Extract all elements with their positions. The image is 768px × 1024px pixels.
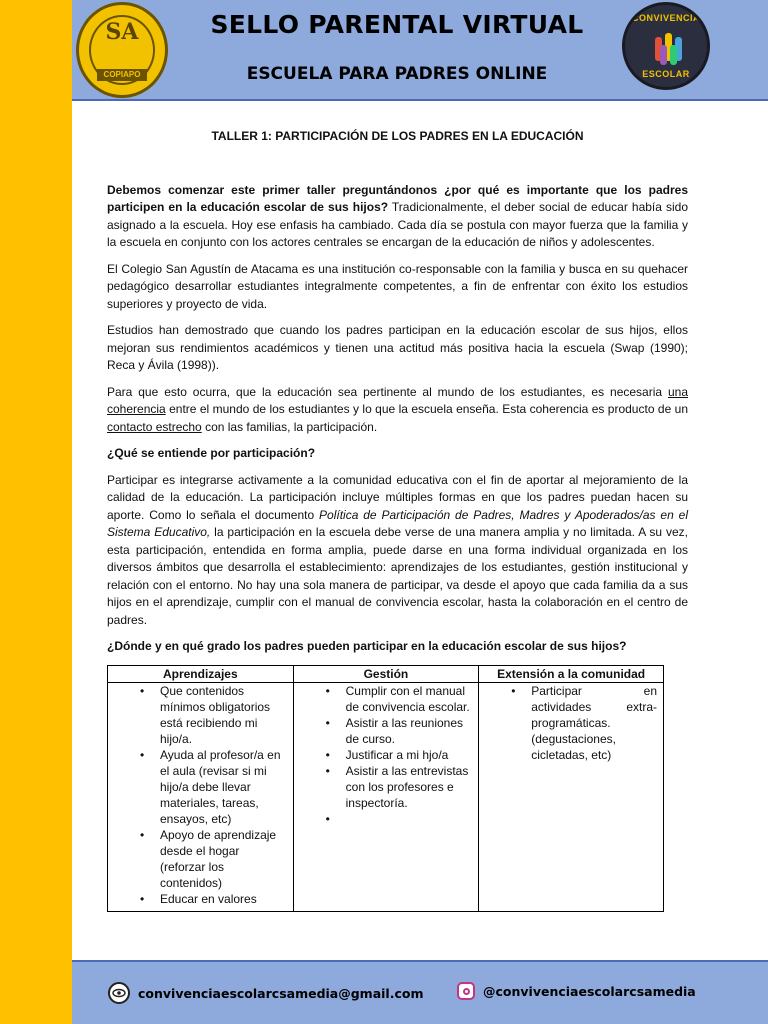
paragraph-participar	[107, 472, 688, 630]
bullet: •	[325, 715, 330, 730]
page-subtitle: ESCUELA PARA PADRES ONLINE	[246, 64, 548, 84]
list-item-text: Cumplir con el manual de convivencia escolar.	[345, 683, 470, 714]
document-body	[107, 128, 688, 912]
school-logo-tag: COPIAPO	[97, 69, 147, 81]
school-logo	[76, 2, 168, 98]
convivencia-logo	[622, 2, 710, 90]
footer-email-text[interactable]: convivenciaescolarcsamedia@gmail.com	[138, 985, 424, 1001]
convivencia-logo-bottom-text: ESCOLAR	[642, 69, 690, 79]
workshop-title: TALLER 1: PARTICIPACIÓN DE LOS PADRES EN LA EDUCACIÓN	[211, 129, 584, 143]
list-item	[300, 811, 473, 827]
list-item	[114, 891, 287, 907]
bullet: •	[140, 827, 145, 842]
coherencia-underline-1: una coherencia	[107, 384, 688, 416]
header-gestion: Gestión	[293, 665, 479, 682]
table-header-row	[108, 665, 664, 682]
participation-table	[107, 665, 664, 912]
list-item-text: Apoyo de aprendizaje desde el hogar (reforzar los contenidos)	[160, 827, 277, 890]
bullet: •	[140, 747, 145, 762]
list-item-text: Asistir a las entrevistas con los profesores e inspectoría.	[345, 763, 469, 810]
footer-instagram[interactable]	[457, 982, 696, 1000]
eye-circle-icon	[108, 982, 130, 1004]
side-accent-bar	[0, 0, 72, 1024]
list-item-text: Justificar a mi hjo/a	[345, 747, 449, 762]
footer-instagram-text[interactable]: @convivenciaescolarcsamedia	[483, 983, 696, 999]
page-title: SELLO PARENTAL VIRTUAL	[210, 10, 584, 39]
list-item	[114, 747, 287, 827]
list-item-text: Educar en valores	[160, 891, 257, 906]
list-item	[485, 683, 657, 763]
bullet: •	[325, 683, 330, 698]
list-item-text: Que contenidos mínimos obligatorios está recibiendo mi hijo/a.	[160, 683, 271, 746]
coherencia-text-b: entre el mundo de los estudiantes y lo que la escuela enseña. Esta coherencia es producto de un	[165, 402, 688, 416]
list-aprendizajes	[114, 683, 287, 907]
list-item-text: Participar en actividades extra-programáticas. (degustaciones, cicletadas, etc)	[531, 683, 657, 762]
table-row	[108, 682, 664, 911]
bullet: •	[511, 683, 516, 698]
list-item	[300, 683, 473, 715]
paragraph-estudios: Estudios han demostrado que cuando los padres participan en la educación escolar de sus hijos, ellos mejoran sus rendimientos académicos y tienen una actitud más positiva hacia la escuela (Swap (1990); Reca y Ávila (1998)).	[107, 323, 688, 372]
list-item	[114, 827, 287, 891]
question-participacion: ¿Qué se entiende por participación?	[107, 446, 316, 460]
coherencia-text-a: Para que esto ocurra, que la educación sea pertinente al mundo de los estudiantes, es necesaria	[107, 384, 668, 399]
list-item	[114, 683, 287, 747]
participar-text-a: Participar es integrarse activamente a la comunidad educativa con el fin de aportar al mejoramiento de la calidad de la educación. La participación incluye múltiples formas en que los padres puedan hacen su aporte. Como lo señala el documento	[107, 472, 688, 522]
list-item	[300, 763, 473, 811]
bullet: •	[325, 811, 330, 826]
convivencia-logo-top-text: CONVIVENCIA	[631, 13, 700, 23]
paragraph-coherencia	[107, 384, 688, 437]
list-item	[300, 747, 473, 763]
participar-text-b: la participación en la escuela debe verse de una manera amplia y no limitada. A su vez, esta participación, entendida en forma amplia, puede darse en una forma individual organizada en los diversos ámbitos que desarrolla el establecimiento: aprendizajes de los estudiantes, gestión institucional y relación con el entorno. No hay una sola manera de participar, va desde el apoyo que cada familia da a sus hijos en el aprendizaje, cumplir con el manual de convivencia escolar, hasta la colaboración en el centro de padres.	[107, 525, 689, 627]
coherencia-text-c: con las familias, la participación.	[201, 419, 378, 434]
footer-banner	[72, 960, 768, 1024]
bullet: •	[140, 683, 145, 698]
list-item-text: Asistir a las reuniones de curso.	[345, 715, 464, 746]
cell-extension	[479, 682, 664, 911]
cell-gestion	[293, 682, 479, 911]
school-logo-monogram: SA	[105, 19, 139, 45]
intro-rest: Tradicionalmente, el deber social de educar había sido asignado a la escuela. Hoy ese enfasis ha cambiado. Cada día se postula con mayor fuerza que la familia y la escuela en conjunto con los actores centrales se encargan de la educación de niños y adolescentes.	[107, 200, 688, 249]
list-item	[300, 715, 473, 747]
question-donde: ¿Dónde y en qué grado los padres pueden participar en la educación escolar de sus hijos?	[107, 639, 627, 653]
intro-lead: Debemos comenzar este primer taller preguntándonos ¿por qué es importante que los padres participen en la educación escolar de sus hijos?	[107, 182, 688, 214]
hands-icon	[651, 29, 687, 69]
list-gestion	[300, 683, 473, 827]
instagram-icon	[457, 982, 475, 1000]
participar-document-title: Política de Participación de Padres, Madres y Apoderados/as en el Sistema Educativo,	[107, 507, 688, 539]
list-extension	[485, 683, 657, 763]
bullet: •	[325, 763, 330, 778]
header-extension: Extensión a la comunidad	[479, 665, 664, 682]
header-aprendizajes: Aprendizajes	[108, 665, 294, 682]
list-item-text: Ayuda al profesor/a en el aula (revisar si mi hijo/a debe llevar materiales, tareas, ensayos, etc)	[160, 747, 281, 826]
footer-email[interactable]	[108, 982, 424, 1004]
bullet: •	[140, 891, 145, 906]
bullet: •	[325, 747, 330, 762]
paragraph-intro	[107, 182, 688, 252]
header-banner	[72, 0, 768, 101]
paragraph-colegio: El Colegio San Agustín de Atacama es una institución co-responsable con la familia y busca en su quehacer pedagógico desarrollar estudiantes integralmente competentes, a fin de enfrentar con éxito los estudios superiores y proyecto de vida.	[107, 261, 688, 311]
coherencia-underline-2: contacto estrecho	[107, 419, 202, 434]
cell-aprendizajes	[108, 682, 294, 911]
